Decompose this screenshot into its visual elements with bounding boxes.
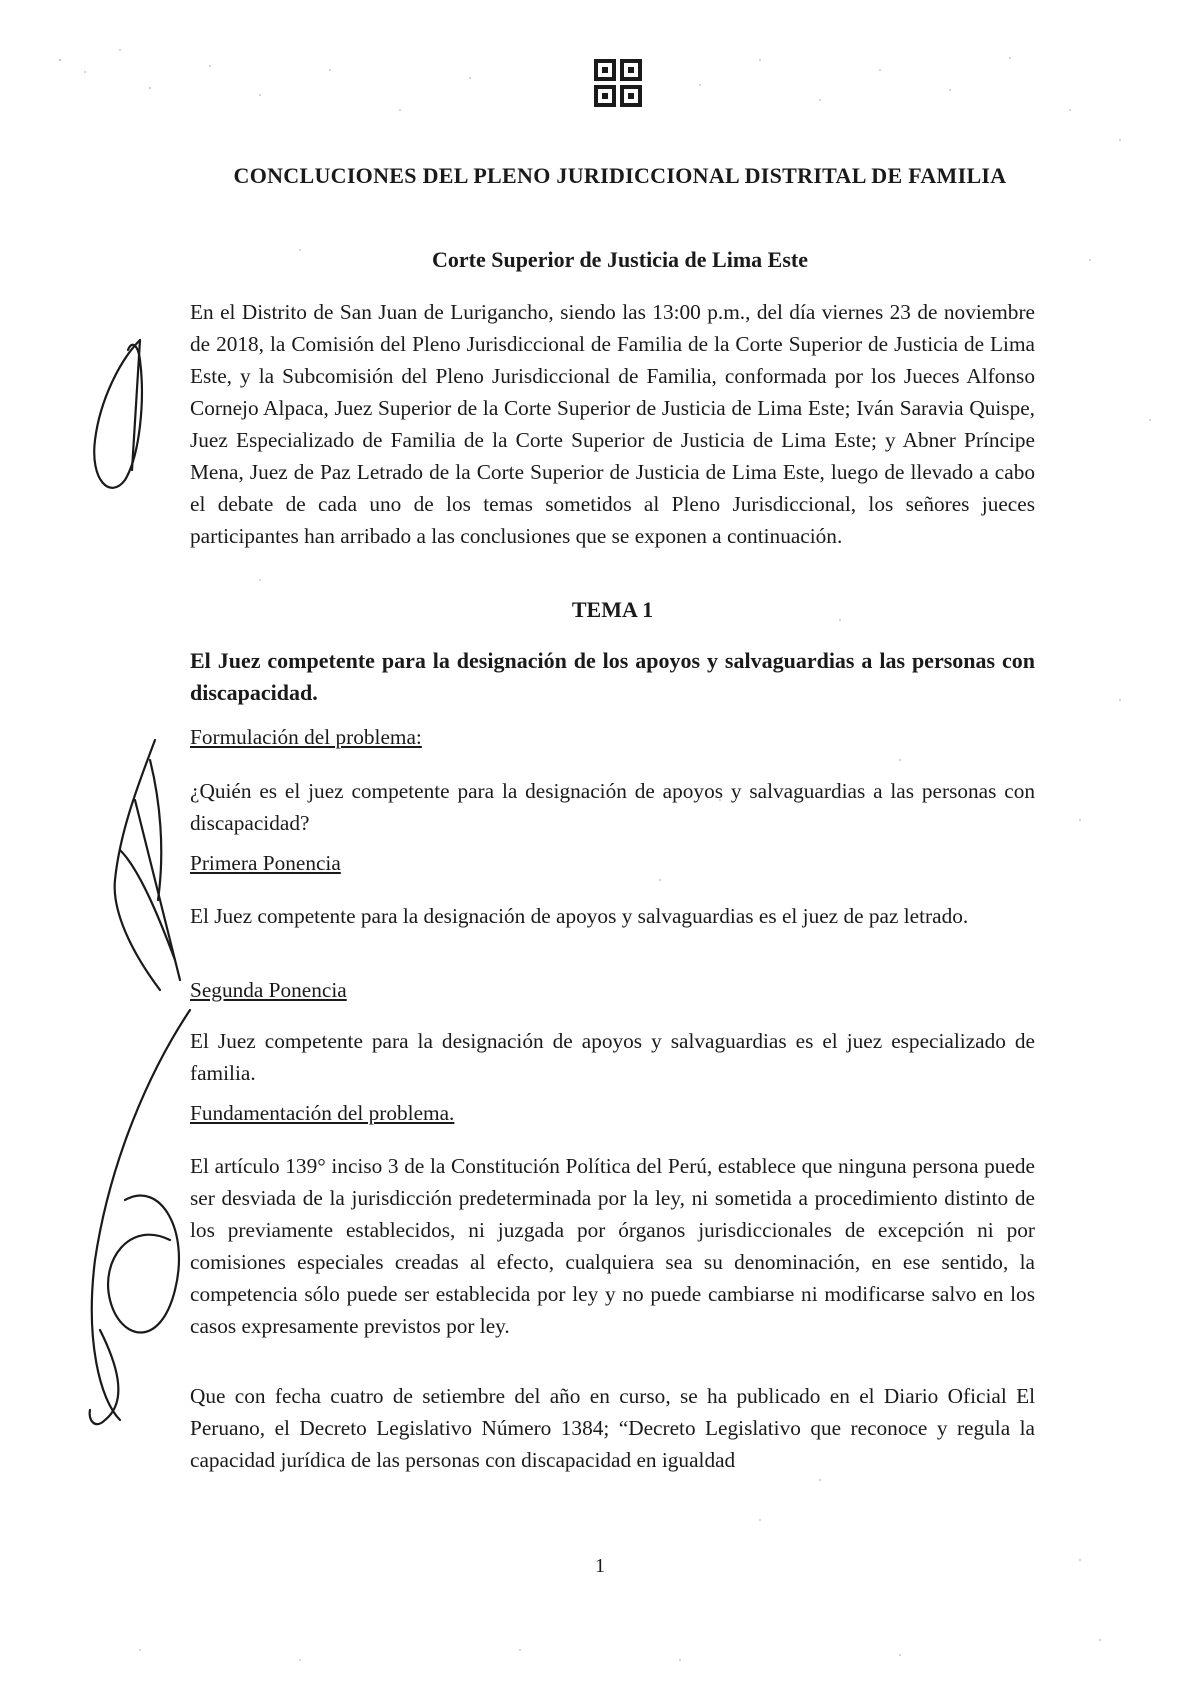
primera-ponencia-heading: Primera Ponencia (190, 851, 341, 875)
fundamentacion-heading: Fundamentación del problema. (190, 1101, 455, 1125)
fundamentacion-paragraph-1: El artículo 139° inciso 3 de la Constitución Política del Perú, establece que ninguna persona puede ser desviada de la jurisdicción predeterminada por la ley, ni sometida a procedimiento distinto de los previamente establecidos, ni juzgada por órganos jurisdiccionales de excepción ni por comisiones especiales creadas al efecto, cualquiera sea su denominación, en ese sentido, la competencia sólo puede ser establecida por ley y no puede cambiarse ni modificarse salvo en los casos expresamente previstos por ley. (190, 1154, 1035, 1338)
primera-ponencia-text: El Juez competente para la designación de apoyos y salvaguardias es el juez de paz letrado. (190, 904, 969, 928)
segunda-ponencia-heading: Segunda Ponencia (190, 978, 347, 1002)
fundamentacion-paragraph-2: Que con fecha cuatro de setiembre del año en curso, se ha publicado en el Diario Oficial El Peruano, el Decreto Legislativo Número 1384; “Decreto Legislativo que reconoce y regula la capacidad jurídica de las personas con discapacidad en igualdad (190, 1384, 1035, 1472)
formulacion-text: ¿Quién es el juez competente para la designación de apoyos y salvaguardias a las personas con discapacidad? (190, 779, 1035, 835)
page-number: 1 (595, 1555, 605, 1577)
tema-title: El Juez competente para la designación de los apoyos y salvaguardias a las personas con discapacidad. (190, 648, 1035, 705)
court-emblem-icon (593, 58, 643, 108)
segunda-ponencia-text: El Juez competente para la designación de apoyos y salvaguardias es el juez especializado de familia. (190, 1029, 1035, 1085)
tema-label: TEMA 1 (571, 597, 654, 622)
document-title: CONCLUCIONES DEL PLENO JURIDICCIONAL DISTRITAL DE FAMILIA (233, 163, 1007, 188)
formulacion-heading: Formulación del problema: (190, 725, 422, 749)
intro-paragraph: En el Distrito de San Juan de Lurigancho, siendo las 13:00 p.m., del día viernes 23 de noviembre de 2018, la Comisión del Pleno Jurisdiccional de Familia de la Corte Superior de Justicia de Lima Este, y la Subcomisión del Pleno Jurisdiccional de Familia, conformada por los Jueces Alfonso Cornejo Alpaca, Juez Superior de la Corte Superior de Justicia de Lima Este; Iván Saravia Quispe, Juez Especializado de Familia de la Corte Superior de Justicia de Lima Este; y Abner Príncipe Mena, Juez de Paz Letrado de la Corte Superior de Justicia de Lima Este, luego de llevado a cabo el debate de cada uno de los temas sometidos al Pleno Jurisdiccional, los señores jueces participantes han arribado a las conclusiones que se exponen a continuación. (190, 300, 1035, 548)
document-subtitle: Corte Superior de Justicia de Lima Este (431, 247, 808, 272)
